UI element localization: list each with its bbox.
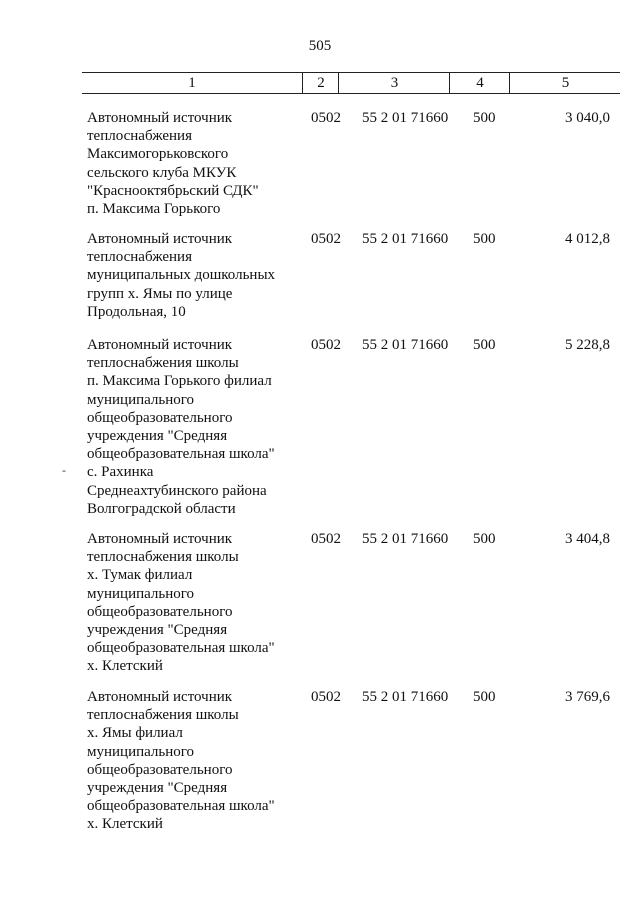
row-section-code: 0502: [311, 110, 341, 126]
page-number: 505: [308, 38, 332, 54]
header-col-5: 5: [509, 73, 621, 93]
row-amount: 3 404,8: [565, 531, 610, 547]
row-name: Автономный источник теплоснабжения школы п. Максима Горького филиал муниципального общеобразовательного учреждения "Средняя общеобразовательная школа" с. Рахинка Среднеахтубинского района Волгоградской области: [87, 337, 275, 517]
header-col-4: 4: [449, 73, 510, 93]
row-target-code: 55 2 01 71660: [362, 231, 449, 247]
row-name: Автономный источник теплоснабжения школы х. Тумак филиал муниципального общеобразовательного учреждения "Средняя общеобразовательная школа" х. Клетский: [87, 531, 275, 675]
row-section-code: 0502: [311, 689, 341, 705]
header-col-1: 1: [188, 75, 196, 91]
row-target-code: 55 2 01 71660: [362, 337, 449, 353]
row-expense-type: 500: [473, 689, 496, 705]
row-section-code: 0502: [311, 337, 341, 353]
table-header-row: [82, 72, 620, 94]
row-section-code: 0502: [311, 531, 341, 547]
row-name: Автономный источник теплоснабжения Максимогорьковского сельского клуба МКУК "Краснооктябрьский СДК" п. Максима Горького: [87, 110, 259, 218]
row-section-code: 0502: [311, 231, 341, 247]
row-amount: 3 769,6: [565, 689, 610, 705]
row-target-code: 55 2 01 71660: [362, 689, 449, 705]
row-expense-type: 500: [473, 337, 496, 353]
header-col-3: 3: [338, 73, 450, 93]
row-amount: 5 228,8: [565, 337, 610, 353]
row-amount: 4 012,8: [565, 231, 610, 247]
row-expense-type: 500: [473, 231, 496, 247]
row-amount: 3 040,0: [565, 110, 610, 126]
row-target-code: 55 2 01 71660: [362, 531, 449, 547]
row-name: Автономный источник теплоснабжения муниципальных дошкольных групп х. Ямы по улице Продольная, 10: [87, 231, 276, 320]
header-col-2: 2: [302, 73, 339, 93]
row-name: Автономный источник теплоснабжения школы х. Ямы филиал муниципального общеобразовательного учреждения "Средняя общеобразовательная школа" х. Клетский: [87, 689, 275, 833]
row-target-code: 55 2 01 71660: [362, 110, 449, 126]
row-expense-type: 500: [473, 531, 496, 547]
scan-artifact-dash: -: [62, 463, 66, 477]
row-expense-type: 500: [473, 110, 496, 126]
